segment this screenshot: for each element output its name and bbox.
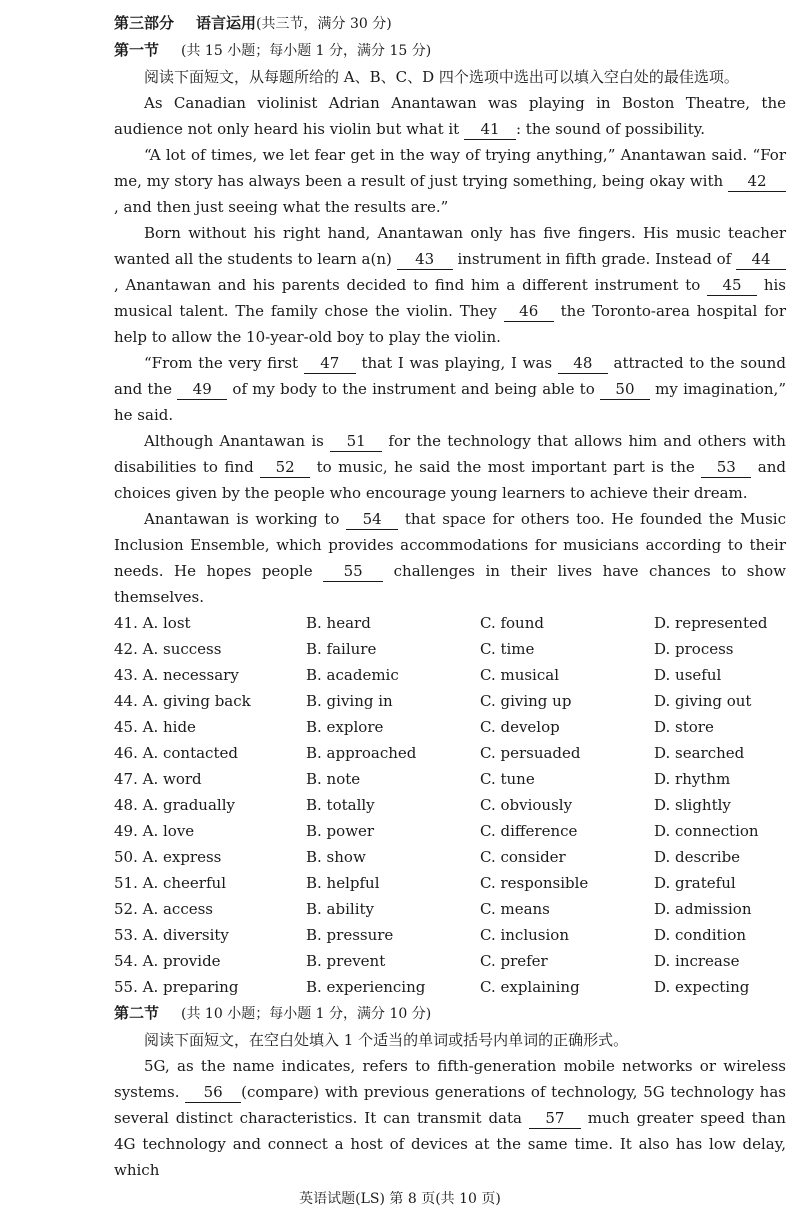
option-d: D. process [654,640,734,658]
option-row [114,922,786,948]
blank-49: 49 [177,379,227,400]
page-footer: 英语试题(LS) 第 8 页(共 10 页) [299,1191,501,1207]
option-a: 49. A. love [114,822,195,840]
blank-45: 45 [707,275,757,296]
option-b: B. explore [306,718,384,736]
blank-53: 53 [701,457,751,478]
option-c: C. giving up [480,692,572,710]
section2-passage: 5G, as the name indicates, refers to fifth-generation mobile networks or wireless systems. 56 (compare) with previous generations of technology, 5G technology has several distinct characteristics. It can transmit data 57 much greater speed than 4G technology and connect a host of devices at the same time. It also has low delay, which [114,1057,786,1179]
option-a: 52. A. access [114,900,214,918]
option-row [114,714,786,740]
option-d: D. connection [654,822,759,840]
option-c: C. consider [480,848,566,866]
section1-prefix: 第一节 [114,41,160,59]
option-b: B. power [306,822,375,840]
section1-instruction: 阅读下面短文，从每题所给的 A、B、C、D 四个选项中选出可以填入空白处的最佳选项。 [144,68,739,86]
option-c: C. responsible [480,874,589,892]
part-header [114,10,786,37]
passage-paragraph-4: “From the very first 47 that I was playing, I was 48 attracted to the sound and the 49 of my body to the instrument and being able to 50 my imagination,” he said. [114,354,786,424]
option-row [114,740,786,766]
option-a: 42. A. success [114,640,222,658]
part-note: (共三节，满分 30 分) [256,16,392,32]
option-c: C. means [480,900,550,918]
section1-note: (共 15 小题；每小题 1 分，满分 15 分) [181,43,432,59]
blank-54: 54 [346,509,398,530]
option-d: D. represented [654,614,768,632]
blank-42: 42 [728,171,786,192]
option-row [114,688,786,714]
option-row [114,636,786,662]
option-b: B. prevent [306,952,386,970]
option-b: B. failure [306,640,377,658]
option-c: C. difference [480,822,578,840]
option-c: C. explaining [480,978,580,996]
blank-50: 50 [600,379,650,400]
option-a: 44. A. giving back [114,692,251,710]
option-a: 55. A. preparing [114,978,239,996]
option-c: C. time [480,640,535,658]
section2-instruction: 阅读下面短文，在空白处填入 1 个适当的单词或括号内单词的正确形式。 [144,1031,629,1049]
blank-41: 41 [464,119,516,140]
option-a: 47. A. word [114,770,202,788]
blank-44: 44 [736,249,786,270]
option-b: B. ability [306,900,374,918]
option-c: C. persuaded [480,744,581,762]
option-b: B. helpful [306,874,380,892]
passage-paragraph-6: Anantawan is working to 54 that space for others too. He founded the Music Inclusion Ensemble, which provides accommodations for musicians according to their needs. He hopes people 55 challenges in their lives have chances to show themselves. [114,510,786,606]
option-d: D. expecting [654,978,750,996]
blank-55: 55 [323,561,383,582]
option-d: D. rhythm [654,770,731,788]
option-b: B. giving in [306,692,393,710]
option-row [114,766,786,792]
part-title: 语言运用 [196,14,257,32]
option-row [114,870,786,896]
option-row [114,818,786,844]
passage-paragraph-3: Born without his right hand, Anantawan only has five fingers. His music teacher wanted all the students to learn a(n) 43 instrument in fifth grade. Instead of 44, Anantawan and his parents decided to find him a different instrument to 45 his musical talent. The family chose the violin. They 46 the Toronto-area hospital for help to allow the 10-year-old boy to play the violin. [114,224,786,346]
blank-57: 57 [529,1108,581,1129]
option-d: D. condition [654,926,747,944]
exam-page [114,10,786,1183]
option-a: 41. A. lost [114,614,191,632]
passage-paragraph-5: Although Anantawan is 51 for the technology that allows him and others with disabilities to find 52 to music, he said the most important part is the 53 and choices given by the people who encourage young learners to achieve their dream. [114,432,786,502]
blank-56: 56 [185,1082,241,1103]
option-row [114,610,786,636]
option-row [114,792,786,818]
option-a: 46. A. contacted [114,744,238,762]
option-row [114,896,786,922]
option-d: D. admission [654,900,752,918]
passage-paragraph-2: “A lot of times, we let fear get in the way of trying anything,” Anantawan said. “For me, my story has always been a result of just trying something, being okay with 42, and then just seeing what the results are.” [114,146,786,216]
option-a: 50. A. express [114,848,222,866]
section2-note: (共 10 小题；每小题 1 分，满分 10 分) [181,1006,432,1022]
option-c: C. develop [480,718,560,736]
option-d: D. store [654,718,714,736]
option-c: C. found [480,614,544,632]
passage-paragraph-1: As Canadian violinist Adrian Anantawan was playing in Boston Theatre, the audience not only heard his violin but what it 41 : the sound of possibility. [114,94,786,138]
option-b: B. totally [306,796,375,814]
section2-header [114,1000,786,1027]
option-c: C. tune [480,770,535,788]
options-table [114,610,786,1000]
option-c: C. inclusion [480,926,569,944]
blank-52: 52 [260,457,310,478]
section2-prefix: 第二节 [114,1004,160,1022]
option-a: 48. A. gradually [114,796,235,814]
option-a: 45. A. hide [114,718,196,736]
option-b: B. note [306,770,361,788]
blank-43: 43 [397,249,453,270]
option-d: D. grateful [654,874,736,892]
option-b: B. approached [306,744,417,762]
option-d: D. increase [654,952,740,970]
option-b: B. academic [306,666,399,684]
option-d: D. slightly [654,796,731,814]
option-c: C. musical [480,666,559,684]
blank-51: 51 [330,431,382,452]
option-a: 53. A. diversity [114,926,229,944]
section1-header [114,37,786,64]
option-c: C. prefer [480,952,548,970]
option-c: C. obviously [480,796,573,814]
option-row [114,948,786,974]
blank-46: 46 [504,301,554,322]
option-d: D. describe [654,848,741,866]
option-row [114,974,786,1000]
option-row [114,844,786,870]
blank-48: 48 [558,353,608,374]
option-a: 51. A. cheerful [114,874,226,892]
option-d: D. useful [654,666,722,684]
option-b: B. pressure [306,926,394,944]
option-b: B. heard [306,614,371,632]
option-d: D. searched [654,744,745,762]
blank-47: 47 [304,353,356,374]
option-b: B. show [306,848,366,866]
part-prefix: 第三部分 [114,14,175,32]
option-b: B. experiencing [306,978,426,996]
option-row [114,662,786,688]
option-a: 54. A. provide [114,952,221,970]
option-a: 43. A. necessary [114,666,239,684]
option-d: D. giving out [654,692,752,710]
